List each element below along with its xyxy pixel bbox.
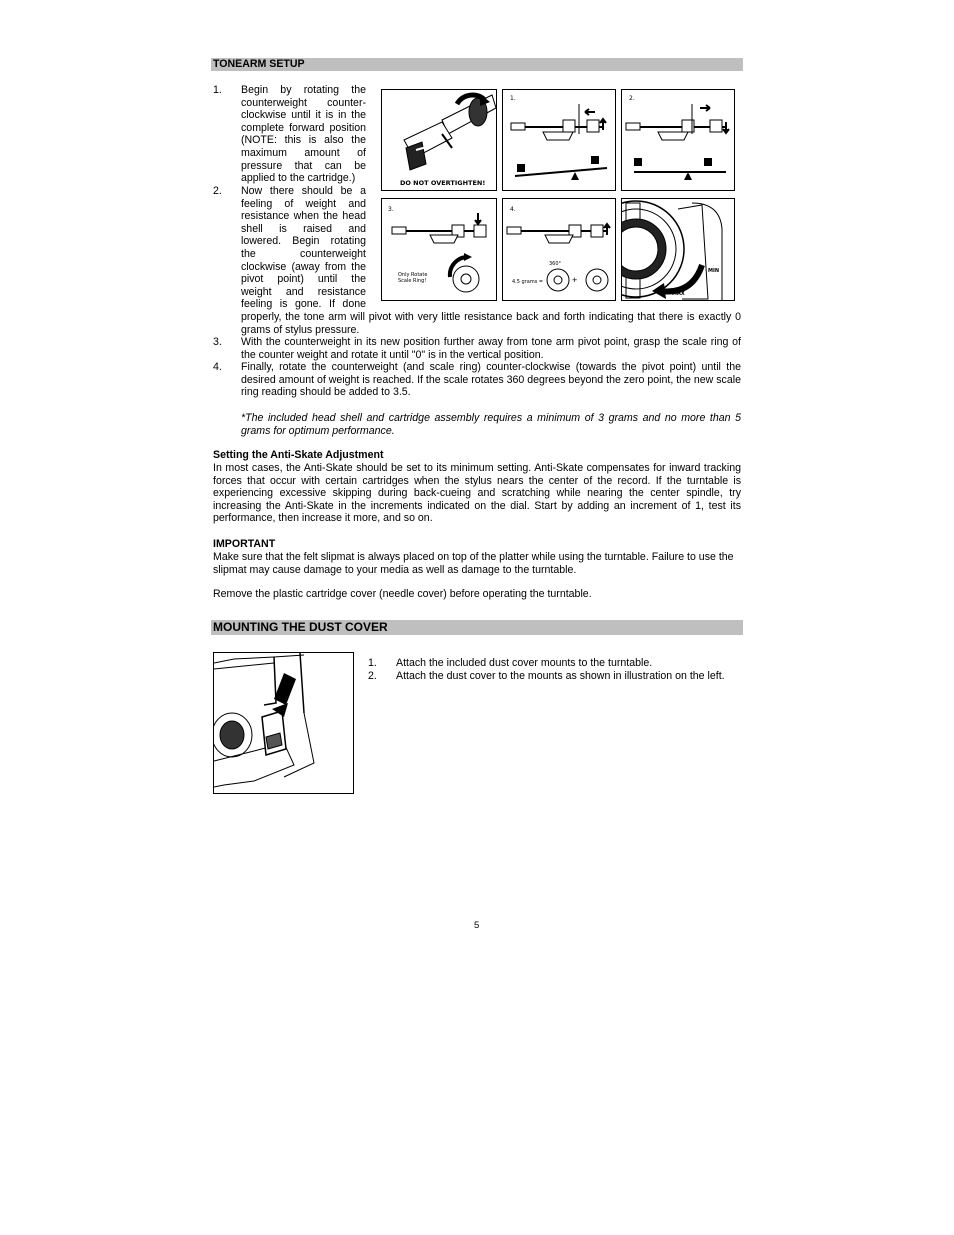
figure-step-3 (381, 198, 497, 301)
step-2-line: feeling of weight and (241, 197, 366, 210)
scale-ring-illustration (382, 199, 497, 301)
anti-skate-heading: Setting the Anti-Skate Adjustment (213, 449, 384, 461)
tonearm-balance-illustration-1 (503, 90, 616, 191)
figure-anti-skate-dial (621, 198, 735, 301)
step-2-line: clockwise (away from the (241, 260, 366, 273)
page-number: 5 (474, 920, 480, 931)
degrees-label: 360° (549, 261, 562, 267)
step-2-line: Now there should be a (241, 185, 366, 197)
headshell-illustration (382, 90, 497, 191)
stylus-weight-note: *The included head shell and cartridge assembly requires a minimum of 3 grams and no more than 5 grams for optimum performance. (241, 412, 741, 437)
dust-cover-mount-illustration (214, 653, 354, 794)
step-1-line: maximum amount of (241, 146, 366, 159)
section-header-dust-cover: MOUNTING THE DUST COVER (211, 620, 743, 635)
figure-3-label: 3. (388, 206, 394, 213)
figure-2-label: 2. (629, 95, 635, 102)
scale-ring-caption-line: Scale Ring! (398, 278, 427, 284)
step-1-line: (NOTE: this is also the (241, 134, 366, 147)
dial-min-label: MIN (708, 268, 720, 274)
dust-cover-step-1-text: Attach the included dust cover mounts to the turntable. (396, 657, 653, 669)
step-1-line: counterweight counter- (241, 96, 366, 109)
anti-skate-text: In most cases, the Anti-Skate should be set to its minimum setting. Anti-Skate compensates for inward tracking forces that occur with certain cartridges when the stylus nears the center of the record. If the turntable is experiencing excessive skipping during back-cueing and scratching while nearing the center spindle, try increasing the Anti-Skate in the increments indicated on the dial. Start by adding an increment of 1, test its performance, then increase it more, and so on. (213, 462, 741, 525)
figure-step-2 (621, 89, 735, 191)
anti-skate-dial-illustration (622, 199, 735, 301)
step-4-text: Finally, rotate the counterweight (and scale ring) counter-clockwise (towards the pivot point) until the desired amount of weight is reached. If the scale rotates 360 degrees beyond the zero point, the new scale ring reading should be added to 3.5. (241, 361, 741, 399)
step-4-number: 4. (213, 361, 222, 373)
step-2-line: lowered. Begin rotating (241, 235, 366, 248)
step-2-line: feeling is gone. If done (241, 298, 366, 311)
step-2-line: weight and resistance (241, 285, 366, 298)
step-2-number: 2. (213, 185, 222, 197)
important-text: Make sure that the felt slipmat is always placed on top of the platter while using the turntable. Failure to use the slipmat may cause damage to your media as well as damage to the turntable. (213, 551, 734, 576)
step-2-line: pivot point) until the (241, 273, 366, 286)
grams-label: 4.5 grams = (512, 279, 544, 285)
important-heading: IMPORTANT (213, 538, 276, 550)
step-1-line: applied to the cartridge.) (241, 172, 356, 185)
dust-cover-step-1-number: 1. (368, 657, 377, 669)
figure-step-1 (502, 89, 616, 191)
step-2-line: resistance when the head (241, 210, 366, 223)
step-2-line: the counterweight (241, 247, 366, 260)
step-1-number: 1. (213, 84, 222, 96)
dial-max-label: MAX (672, 291, 685, 297)
step-3-text: With the counterweight in its new position further away from tone arm pivot point, grasp the scale ring of the counter weight and rotate it until "0" is in the vertical position. (241, 336, 741, 361)
step-2-text (241, 185, 366, 311)
figure-4-label: 4. (510, 206, 516, 213)
scale-ring-caption (398, 272, 427, 284)
dust-cover-step-2-text: Attach the dust cover to the mounts as shown in illustration on the left. (396, 670, 725, 682)
plus-sign: + (572, 275, 578, 285)
step-1-line: complete forward position (241, 121, 366, 134)
step-3-number: 3. (213, 336, 222, 348)
figure-dust-cover-mount (213, 652, 354, 794)
step-1-line: Begin by rotating the (241, 84, 366, 96)
figure-step-4 (502, 198, 616, 301)
step-1-line: pressure that can be (241, 159, 366, 172)
figure-1-label: 1. (510, 95, 516, 102)
section-header-tonearm-setup: TONEARM SETUP (211, 58, 743, 71)
dust-cover-step-2-number: 2. (368, 670, 377, 682)
step-2-line: shell is raised and (241, 222, 366, 235)
figure-headshell-overtighten (381, 89, 497, 191)
step-1-text (241, 84, 366, 185)
step-2-continuation: properly, the tone arm will pivot with very little resistance back and forth indicating that there is exactly 0 grams of stylus pressure. (241, 311, 741, 336)
scale-ring-caption-line: Only Rotate (398, 272, 428, 278)
tonearm-balance-illustration-2 (622, 90, 735, 191)
remove-cover-text: Remove the plastic cartridge cover (needle cover) before operating the turntable. (213, 588, 592, 600)
step-1-line: clockwise until it is in the (241, 109, 366, 122)
overtighten-warning: DO NOT OVERTIGHTEN! (400, 179, 486, 187)
